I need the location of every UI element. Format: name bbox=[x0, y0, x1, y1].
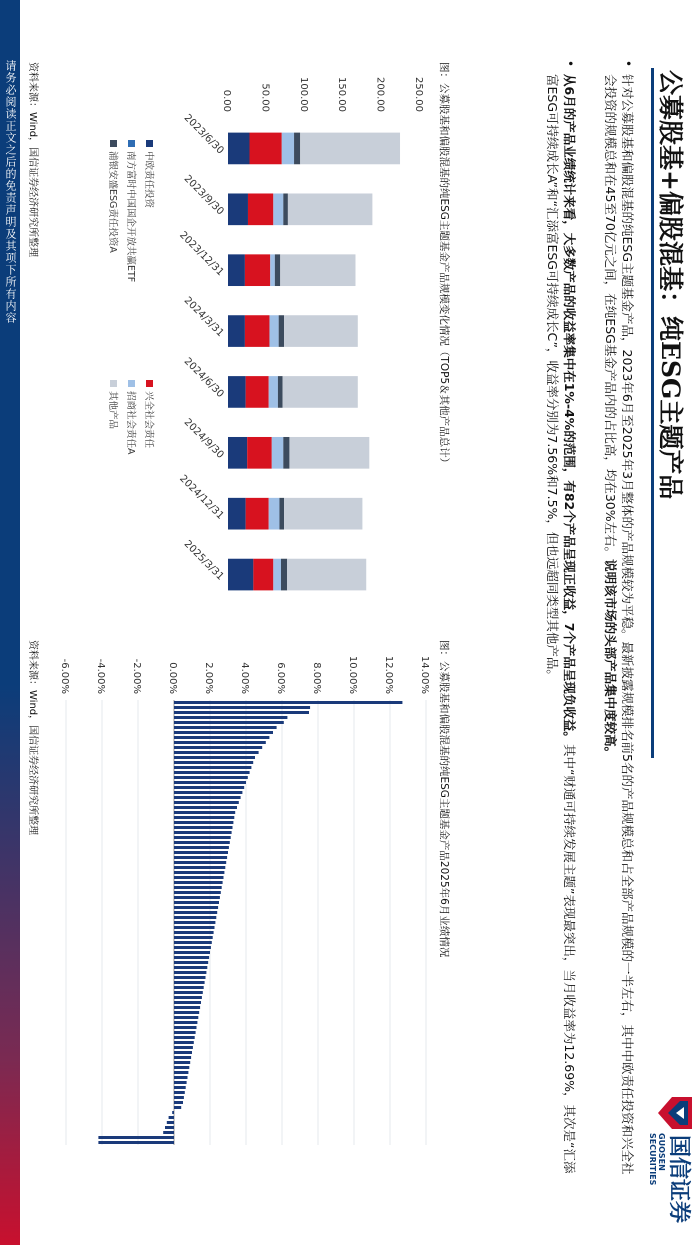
logo-cn-text: 国信证券 bbox=[666, 1135, 691, 1224]
chart2-bar bbox=[174, 896, 220, 899]
chart1-source: 资料来源：Wind，国信证券经济研究所整理 bbox=[27, 62, 38, 258]
chart1-bar-segment bbox=[283, 437, 289, 469]
chart2-bar bbox=[174, 1061, 190, 1064]
chart2-bar bbox=[165, 1126, 174, 1129]
chart2-bar bbox=[174, 1026, 197, 1029]
chart1-bar-segment bbox=[273, 193, 283, 225]
chart2-bar bbox=[174, 1066, 189, 1069]
chart2-bar bbox=[174, 821, 233, 824]
chart1-legend-swatch bbox=[128, 380, 135, 387]
chart2-bar bbox=[174, 941, 212, 944]
chart2-bar bbox=[174, 926, 215, 929]
chart2-bar bbox=[174, 826, 233, 829]
chart2-bar bbox=[174, 976, 206, 979]
chart2-bar bbox=[174, 1046, 193, 1049]
chart2-bar bbox=[174, 836, 231, 839]
chart2-bar bbox=[174, 731, 273, 734]
chart2-bar bbox=[174, 1036, 195, 1039]
chart1-bar-segment bbox=[269, 315, 278, 347]
chart2-bar bbox=[174, 816, 234, 819]
chart1-bar-segment bbox=[228, 498, 246, 530]
chart1-xtick-label: 2024/12/31 bbox=[177, 473, 226, 522]
chart2-bar bbox=[174, 1081, 187, 1084]
chart1-bar-segment bbox=[289, 437, 369, 469]
chart1-bar-segment bbox=[294, 133, 300, 165]
chart2-bar bbox=[174, 966, 207, 969]
chart2-ytick-label: 4.00% bbox=[239, 662, 250, 694]
chart2-bar bbox=[172, 1111, 174, 1114]
chart2-bar bbox=[174, 946, 211, 949]
chart1-legend-swatch bbox=[146, 140, 153, 147]
chart2-bar bbox=[174, 996, 202, 999]
chart2-bar bbox=[174, 841, 230, 844]
chart2-bar bbox=[174, 1031, 196, 1034]
chart2-bar bbox=[174, 851, 228, 854]
chart1-xtick-label: 2024/3/31 bbox=[181, 295, 226, 340]
chart2-bar bbox=[174, 901, 219, 904]
chart2-ytick-label: 10.00% bbox=[347, 655, 358, 694]
chart2-bar bbox=[174, 706, 310, 709]
chart1-bar-segment bbox=[282, 133, 294, 165]
chart2-bar bbox=[174, 1071, 188, 1074]
chart2-bar bbox=[174, 856, 227, 859]
chart1-bar-segment bbox=[281, 559, 287, 591]
chart2-ytick-label: -2.00% bbox=[131, 658, 142, 694]
chart2-ytick-label: 2.00% bbox=[203, 662, 214, 694]
chart2-bar bbox=[174, 1096, 184, 1099]
bullet-1-text: 针对公募股基和偏股混基的纯ESG主题基金产品，2023年6月至2025年3月整体的产品规模较为平稳。最新披露规模排名前5名的产品规模总和占全部产品规模的一半左右，其中中欧责任投资和兴全社会投资的规模总和在45至70亿元之间，在纯ESG基金产品内的占比高，均在30%左右。 bbox=[603, 74, 635, 1175]
chart2-bar bbox=[174, 756, 255, 759]
chart2-bar bbox=[174, 831, 232, 834]
bullet-2-bold: 从6月的产品业绩统计来看，大多数产品的收益率集中在1%-4%的范围，有82个产品呈现正收益，7个产品呈现负收益。 bbox=[562, 74, 577, 744]
chart2-bar bbox=[174, 991, 203, 994]
side-bar bbox=[0, 0, 20, 1245]
chart1-bar-segment bbox=[283, 376, 358, 408]
chart1-legend-swatch bbox=[110, 140, 117, 147]
chart1-bar-segment bbox=[250, 133, 282, 165]
chart2-bar bbox=[174, 766, 251, 769]
chart2-bar bbox=[174, 711, 309, 714]
chart1-xtick-label: 2025/3/31 bbox=[181, 538, 226, 583]
chart1-ytick-label: 50.00 bbox=[259, 83, 271, 112]
chart2-bar bbox=[174, 1106, 181, 1109]
chart2-bar bbox=[174, 1086, 186, 1089]
chart1-bar-segment bbox=[228, 193, 248, 225]
chart1-bar-segment bbox=[280, 254, 355, 286]
chart2-bar bbox=[174, 876, 224, 879]
chart2-bar bbox=[98, 1141, 174, 1144]
chart1-bar-segment bbox=[288, 193, 372, 225]
guosen-logo bbox=[646, 1095, 696, 1225]
chart2-bar bbox=[174, 951, 210, 954]
chart2-bar bbox=[174, 871, 224, 874]
chart1-bar-segment bbox=[245, 315, 270, 347]
chart1-ytick-label: 250.00 bbox=[413, 77, 424, 112]
chart2-bar bbox=[174, 981, 205, 984]
chart2-bar bbox=[43, 640, 438, 1150]
chart2-bar bbox=[174, 811, 235, 814]
bullet-2-text: 其中“财通可持续发展主题”表现最突出，当月收益率为12.69%，其次是“汇添富ESG可持续成长A”和“汇添富ESG可持续成长C”，收益率分别为7.56%和7.5%，但也远超同类型其他产品。 bbox=[545, 74, 577, 1174]
chart1-bar-segment bbox=[248, 193, 273, 225]
chart1-bar-segment bbox=[228, 254, 245, 286]
slide bbox=[20, 0, 700, 1245]
chart2-bar bbox=[174, 881, 223, 884]
chart1-bar-segment bbox=[272, 437, 284, 469]
chart2-ytick-label: 12.00% bbox=[383, 655, 394, 694]
chart1-legend-label: 兴全社会责任 bbox=[143, 391, 154, 449]
page-title: 公募股基+偏股混基：纯ESG主题产品 bbox=[656, 70, 685, 500]
chart1-legend-label: 南方富时中国国企开放共赢ETF bbox=[125, 151, 136, 283]
chart1-bar-segment bbox=[228, 315, 245, 347]
chart2-bar bbox=[174, 916, 216, 919]
chart2-ytick-label: 6.00% bbox=[275, 662, 286, 694]
chart2-bar bbox=[174, 1051, 192, 1054]
chart1-ytick-label: 200.00 bbox=[374, 77, 386, 112]
chart2-source: 资料来源：Wind，国信证券经济研究所整理 bbox=[27, 640, 38, 836]
chart1-ytick-label: 150.00 bbox=[336, 77, 348, 112]
chart1-stacked-bar bbox=[58, 60, 438, 620]
chart2-bar bbox=[174, 791, 242, 794]
chart2-bar bbox=[174, 771, 250, 774]
chart2-bar bbox=[174, 1011, 199, 1014]
title-rule bbox=[651, 68, 654, 758]
chart2-bar bbox=[174, 906, 218, 909]
chart2-bar bbox=[174, 866, 225, 869]
logo-mark-icon bbox=[656, 1095, 694, 1131]
chart2-bar bbox=[174, 936, 213, 939]
chart2-bar bbox=[174, 796, 241, 799]
chart2-bar bbox=[174, 956, 209, 959]
chart2-bar bbox=[174, 1016, 198, 1019]
chart1-xtick-label: 2024/9/30 bbox=[181, 416, 226, 461]
chart2-bar bbox=[174, 1101, 183, 1104]
chart1-bar-segment bbox=[269, 498, 280, 530]
chart2-bar bbox=[174, 886, 222, 889]
chart2-bar bbox=[174, 741, 266, 744]
chart2-bar bbox=[163, 1131, 174, 1134]
chart1-bar-segment bbox=[278, 376, 283, 408]
bullet-1: • 针对公募股基和偏股混基的纯ESG主题基金产品，2023年6月至2025年3月整体的产品规模较为平稳。最新披露规模排名前5名的产品规模总和占全部产品规模的一半左右，其中中欧责任投资和兴全社会投资的规模总和在45至70亿元之间，在纯ESG基金产品内的占比高，均在30%左右。说明该市场的头部产品集中度较高。 bbox=[603, 60, 635, 1175]
chart1-bar-segment bbox=[228, 376, 246, 408]
chart2-bar bbox=[174, 1091, 185, 1094]
chart2-bar bbox=[174, 846, 229, 849]
chart1-bar-segment bbox=[228, 437, 247, 469]
chart1-bar-segment bbox=[253, 559, 273, 591]
chart1-xtick-label: 2023/9/30 bbox=[181, 173, 226, 218]
chart2-ytick-label: 14.00% bbox=[419, 655, 430, 694]
chart1-bar-segment bbox=[228, 133, 250, 165]
chart1-bar-segment bbox=[247, 437, 272, 469]
chart1-caption: 图：公募股基和偏股混基的纯ESG主题基金产品规模变化情况（TOP5＆其他产品总计） bbox=[438, 62, 450, 469]
chart2-bar bbox=[169, 1116, 174, 1119]
chart2-bar bbox=[174, 1006, 200, 1009]
chart2-ytick-label: -6.00% bbox=[59, 658, 70, 694]
chart2-bar bbox=[174, 921, 215, 924]
chart1-ytick-label: 0.00 bbox=[221, 89, 232, 112]
chart1-bar-segment bbox=[246, 376, 269, 408]
chart1-legend-swatch bbox=[146, 380, 153, 387]
chart1-bar-segment bbox=[245, 254, 270, 286]
chart1-bar-segment bbox=[269, 376, 278, 408]
chart1-bar-segment bbox=[246, 498, 269, 530]
chart2-bar bbox=[174, 776, 248, 779]
chart1-bar-segment bbox=[283, 193, 288, 225]
chart2-bar bbox=[98, 1136, 174, 1139]
disclaimer-text: 请务必阅读正文之后的免责声明及其项下所有内容 bbox=[4, 60, 17, 324]
chart2-bar bbox=[167, 1121, 174, 1124]
chart2-bar bbox=[174, 716, 287, 719]
chart2-bar bbox=[174, 746, 262, 749]
chart2-bar bbox=[174, 861, 226, 864]
chart1-legend-swatch bbox=[110, 380, 117, 387]
chart2-ytick-label: 0.00% bbox=[167, 662, 178, 694]
bullet-2: • 从6月的产品业绩统计来看，大多数产品的收益率集中在1%-4%的范围，有82个产品呈现正收益，7个产品呈现负收益。其中“财通可持续发展主题”表现最突出，当月收益率为12.69%，其次是“汇添富ESG可持续成长A”和“汇添富ESG可持续成长C”，收益率分别为7.56%和7.5%，但也远超同类型其他产品。 bbox=[545, 60, 577, 1174]
chart1-legend-label: 招商社会责任A bbox=[125, 391, 136, 455]
chart1-xtick-label: 2023/6/30 bbox=[181, 112, 226, 157]
chart1-bar-segment bbox=[300, 133, 400, 165]
chart2-bar bbox=[174, 1001, 201, 1004]
logo-en-text: GUOSEN SECURITIES bbox=[648, 1133, 666, 1186]
chart2-bar bbox=[174, 971, 206, 974]
chart2-bar bbox=[174, 931, 214, 934]
chart2-bar bbox=[174, 986, 204, 989]
chart1-xtick-label: 2023/12/31 bbox=[177, 229, 226, 279]
chart2-ytick-label: 8.00% bbox=[311, 662, 322, 694]
chart2-bar bbox=[174, 736, 269, 739]
chart1-legend-label: 浦银安盛ESG责任投资A bbox=[107, 151, 118, 253]
chart2-bar bbox=[174, 911, 217, 914]
chart1-bar-segment bbox=[228, 559, 253, 591]
chart2-bar bbox=[174, 786, 244, 789]
bullet-1-bold: 说明该市场的头部产品集中度较高。 bbox=[603, 559, 618, 760]
chart1-bar-segment bbox=[270, 254, 275, 286]
chart1-bar-segment bbox=[273, 559, 281, 591]
chart1-bar-segment bbox=[275, 254, 280, 286]
chart2-bar bbox=[174, 781, 246, 784]
chart2-bar bbox=[174, 891, 221, 894]
chart1-bar-segment bbox=[284, 315, 358, 347]
chart1-bar-segment bbox=[279, 315, 284, 347]
chart2-bar bbox=[174, 801, 239, 804]
chart2-bar bbox=[174, 1041, 194, 1044]
chart1-legend-label: 中欧责任投资 bbox=[143, 151, 154, 209]
chart1-ytick-label: 100.00 bbox=[297, 77, 309, 112]
chart2-bar bbox=[174, 1021, 197, 1024]
chart2-bar bbox=[174, 1076, 188, 1079]
chart2-bar bbox=[174, 1056, 191, 1059]
chart1-legend-label: 其他产品 bbox=[107, 391, 118, 430]
chart1-legend-swatch bbox=[128, 140, 135, 147]
chart2-bar bbox=[174, 726, 277, 729]
chart1-bar-segment bbox=[287, 559, 366, 591]
chart2-bar bbox=[174, 806, 237, 809]
chart1-bar-segment bbox=[284, 498, 362, 530]
chart2-bar bbox=[174, 721, 284, 724]
chart2-ytick-label: -4.00% bbox=[95, 658, 106, 694]
chart1-xtick-label: 2024/6/30 bbox=[181, 356, 226, 401]
chart2-bar bbox=[174, 761, 253, 764]
chart2-caption: 图：公募股基和偏股混基的纯ESG主题基金产品2025年6月业绩情况 bbox=[438, 640, 450, 958]
chart2-bar bbox=[174, 751, 259, 754]
chart2-bar bbox=[174, 961, 208, 964]
chart1-bar-segment bbox=[279, 498, 284, 530]
chart2-bar bbox=[174, 701, 402, 704]
